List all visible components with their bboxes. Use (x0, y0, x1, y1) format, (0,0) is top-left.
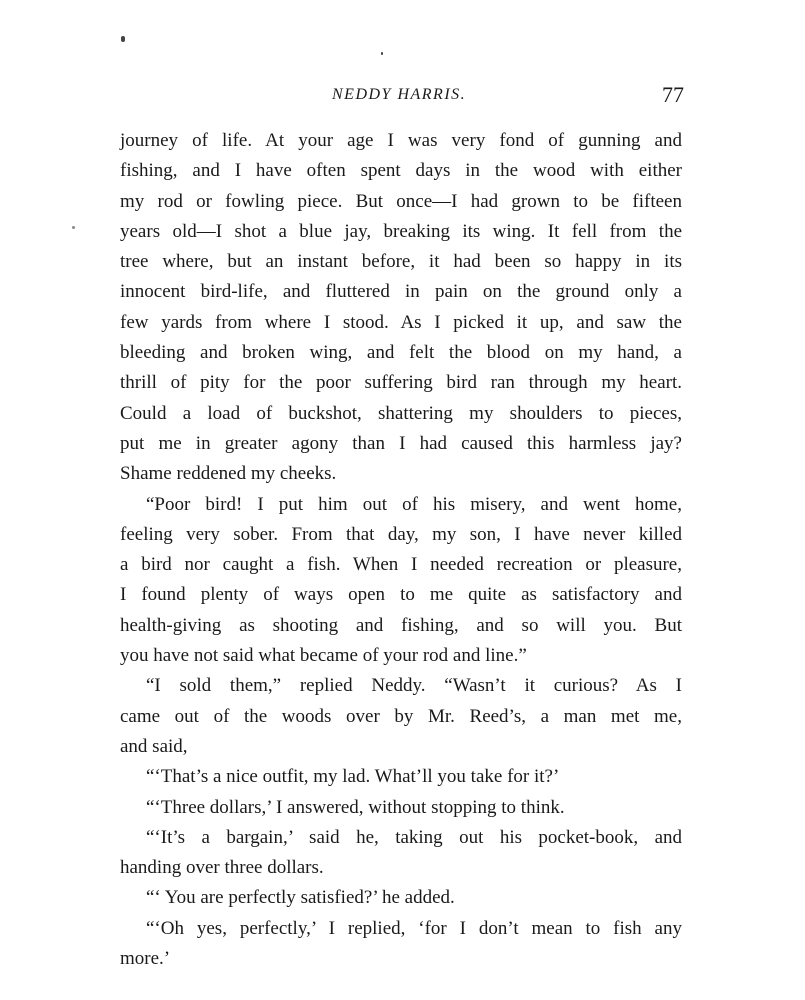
text-line: my rod or fowling piece. But once—I had grown to be fifteen (120, 190, 682, 212)
text-line: years old—I shot a blue jay, breaking its wing. It fell from the (120, 220, 682, 242)
text-line: “‘Oh yes, perfectly,’ I replied, ‘for I don’t mean to fish any (146, 917, 682, 939)
ink-speck (72, 226, 75, 229)
text-line: “Poor bird! I put him out of his misery, and went home, (146, 493, 682, 515)
text-line: fishing, and I have often spent days in the wood with either (120, 160, 682, 182)
text-line: bleeding and broken wing, and felt the blood on my hand, a (120, 342, 682, 364)
text-line: more.’ (120, 948, 171, 970)
text-line: I found plenty of ways open to me quite as satisfactory and (120, 584, 682, 606)
text-line: handing over three dollars. (120, 857, 324, 879)
text-line: Could a load of buckshot, shattering my shoulders to pieces, (120, 402, 682, 424)
text-line: “‘Three dollars,’ I answered, without stopping to think. (146, 796, 565, 818)
text-line: feeling very sober. From that day, my son, I have never killed (120, 523, 682, 545)
page-number: 77 (662, 82, 684, 107)
text-line: journey of life. At your age I was very fond of gunning and (120, 130, 682, 151)
text-line: “‘ You are perfectly satisfied?’ he added. (146, 887, 455, 909)
text-line: and said, (120, 735, 188, 757)
body-text (120, 126, 682, 974)
text-line: “I sold them,” replied Neddy. “Wasn’t it curious? As I (146, 675, 682, 697)
text-line: few yards from where I stood. As I picked it up, and saw the (120, 311, 682, 333)
text-line: put me in greater agony than I had caused this harmless jay? (120, 432, 682, 454)
text-line: “‘That’s a nice outfit, my lad. What’ll you take for it?’ (146, 766, 560, 788)
page-header (120, 82, 684, 114)
ink-speck (121, 36, 125, 42)
text-line: health-giving as shooting and fishing, and so will you. But (120, 614, 682, 636)
text-line: innocent bird-life, and fluttered in pain on the ground only a (120, 281, 682, 303)
text-line: a bird nor caught a fish. When I needed recreation or pleasure, (120, 554, 682, 576)
text-line: you have not said what became of your rod and line.” (120, 645, 527, 667)
text-line: “‘It’s a bargain,’ said he, taking out his pocket-book, and (146, 826, 682, 848)
text-line: came out of the woods over by Mr. Reed’s, a man met me, (120, 705, 682, 727)
running-title: NEDDY HARRIS. (332, 86, 467, 103)
ink-speck (381, 52, 383, 55)
text-line: thrill of pity for the poor suffering bird ran through my heart. (120, 372, 682, 394)
text-line: Shame reddened my cheeks. (120, 463, 337, 485)
text-line: tree where, but an instant before, it had been so happy in its (120, 251, 682, 273)
